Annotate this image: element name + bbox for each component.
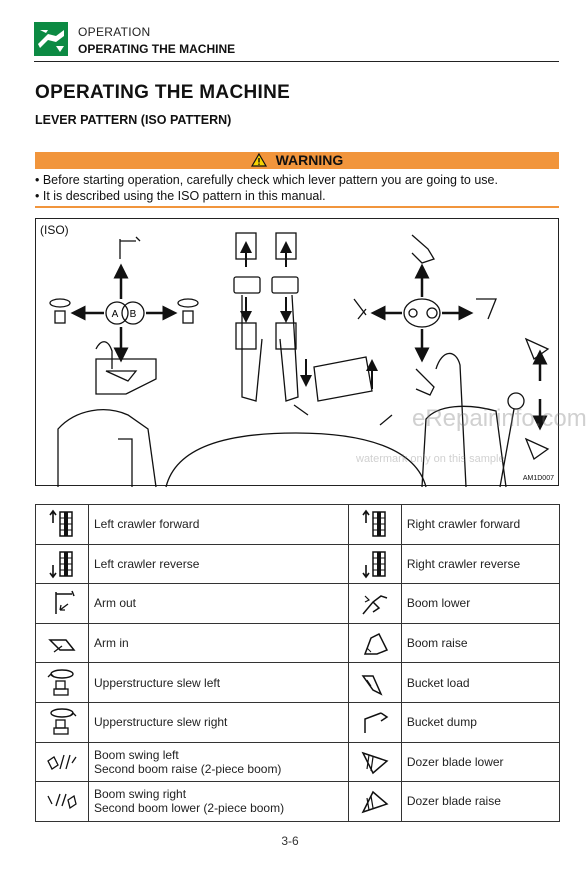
legend-row bbox=[36, 623, 560, 663]
boom-raise-icon bbox=[348, 623, 401, 663]
legend-label bbox=[401, 623, 559, 663]
legend-label-text: Dozer blade raise bbox=[406, 794, 501, 809]
arm-in-icon bbox=[36, 623, 89, 663]
slew-left-icon bbox=[36, 663, 89, 703]
legend-label bbox=[401, 663, 559, 703]
legend-label bbox=[401, 584, 559, 624]
warning-text bbox=[35, 172, 559, 204]
warning-divider bbox=[35, 206, 559, 208]
warning-bullet: • It is described using the ISO pattern in this manual. bbox=[35, 189, 326, 203]
legend-label-text: Upperstructure slew right bbox=[94, 715, 228, 730]
lever-pattern-diagram bbox=[36, 219, 560, 487]
legend-row bbox=[36, 584, 560, 624]
legend-label-subtext: Second boom raise (2-piece boom) bbox=[94, 761, 282, 776]
header-category: OPERATION bbox=[78, 25, 151, 39]
legend-label bbox=[89, 505, 349, 545]
page-header bbox=[34, 20, 559, 62]
legend-label bbox=[89, 584, 349, 624]
header-divider bbox=[34, 61, 559, 62]
legend-row bbox=[36, 742, 560, 782]
boom-swing-right-icon bbox=[36, 782, 89, 822]
legend-label-text: Bucket dump bbox=[406, 715, 477, 730]
legend-label-text: Arm out bbox=[94, 596, 137, 611]
legend-label bbox=[89, 742, 349, 782]
legend-label-subtext: Second boom lower (2-piece boom) bbox=[94, 801, 285, 816]
figure-code: AM1D007 bbox=[522, 475, 554, 482]
legend-row bbox=[36, 782, 560, 822]
page-subtitle: LEVER PATTERN (ISO PATTERN) bbox=[35, 113, 232, 127]
page-title: OPERATING THE MACHINE bbox=[35, 82, 291, 103]
legend-label-text: Bucket load bbox=[406, 675, 470, 690]
watermark: eRepairinfo.com bbox=[412, 405, 587, 432]
left-crawler-reverse-icon bbox=[36, 544, 89, 584]
operation-hand-icon bbox=[34, 22, 68, 56]
legend-label bbox=[401, 702, 559, 742]
watermark-sub: watermark only on this sample bbox=[356, 453, 505, 465]
arm-out-icon bbox=[36, 584, 89, 624]
legend-label bbox=[89, 702, 349, 742]
legend-label bbox=[89, 623, 349, 663]
page-number: 3-6 bbox=[281, 834, 299, 848]
warning-bullet: • Before starting operation, carefully check which lever pattern you are going to use. bbox=[35, 173, 498, 187]
header-section: OPERATING THE MACHINE bbox=[78, 42, 236, 56]
legend-label-text: Dozer blade lower bbox=[406, 754, 504, 769]
legend-label-text: Boom raise bbox=[406, 636, 468, 651]
warning-banner bbox=[35, 152, 559, 169]
legend-label bbox=[89, 782, 349, 822]
legend-label bbox=[401, 505, 559, 545]
legend-label-text: Right crawler forward bbox=[406, 517, 521, 532]
legend-label bbox=[89, 544, 349, 584]
legend-label-text: Arm in bbox=[94, 636, 129, 651]
legend-label-text: Upperstructure slew left bbox=[94, 675, 221, 690]
legend-row bbox=[36, 544, 560, 584]
legend-label bbox=[401, 782, 559, 822]
boom-swing-left-icon bbox=[36, 742, 89, 782]
right-crawler-forward-icon bbox=[348, 505, 401, 545]
legend-label bbox=[401, 742, 559, 782]
slew-right-icon bbox=[36, 702, 89, 742]
lever-legend-table bbox=[35, 504, 560, 822]
legend-row bbox=[36, 505, 560, 545]
warning-label: WARNING bbox=[275, 152, 344, 168]
left-crawler-forward-icon bbox=[36, 505, 89, 545]
legend-label bbox=[89, 663, 349, 703]
legend-label-text: Left crawler reverse bbox=[94, 556, 200, 571]
legend-label-text: Right crawler reverse bbox=[406, 556, 521, 571]
legend-row bbox=[36, 702, 560, 742]
warning-icon bbox=[251, 152, 276, 168]
right-crawler-reverse-icon bbox=[348, 544, 401, 584]
dozer-raise-icon bbox=[348, 782, 401, 822]
legend-label-text: Boom swing right bbox=[94, 787, 187, 802]
legend-label-text: Left crawler forward bbox=[94, 517, 200, 532]
bucket-dump-icon bbox=[348, 702, 401, 742]
legend-row bbox=[36, 663, 560, 703]
bucket-load-icon bbox=[348, 663, 401, 703]
knob-label-b: B bbox=[129, 309, 137, 320]
boom-lower-icon bbox=[348, 584, 401, 624]
legend-label-text: Boom lower bbox=[406, 596, 471, 611]
dozer-lower-icon bbox=[348, 742, 401, 782]
knob-label-a: A bbox=[111, 309, 119, 320]
legend-label-text: Boom swing left bbox=[94, 747, 179, 762]
figure-label: (ISO) bbox=[40, 223, 69, 237]
legend-label bbox=[401, 544, 559, 584]
lever-pattern-figure bbox=[35, 218, 587, 486]
